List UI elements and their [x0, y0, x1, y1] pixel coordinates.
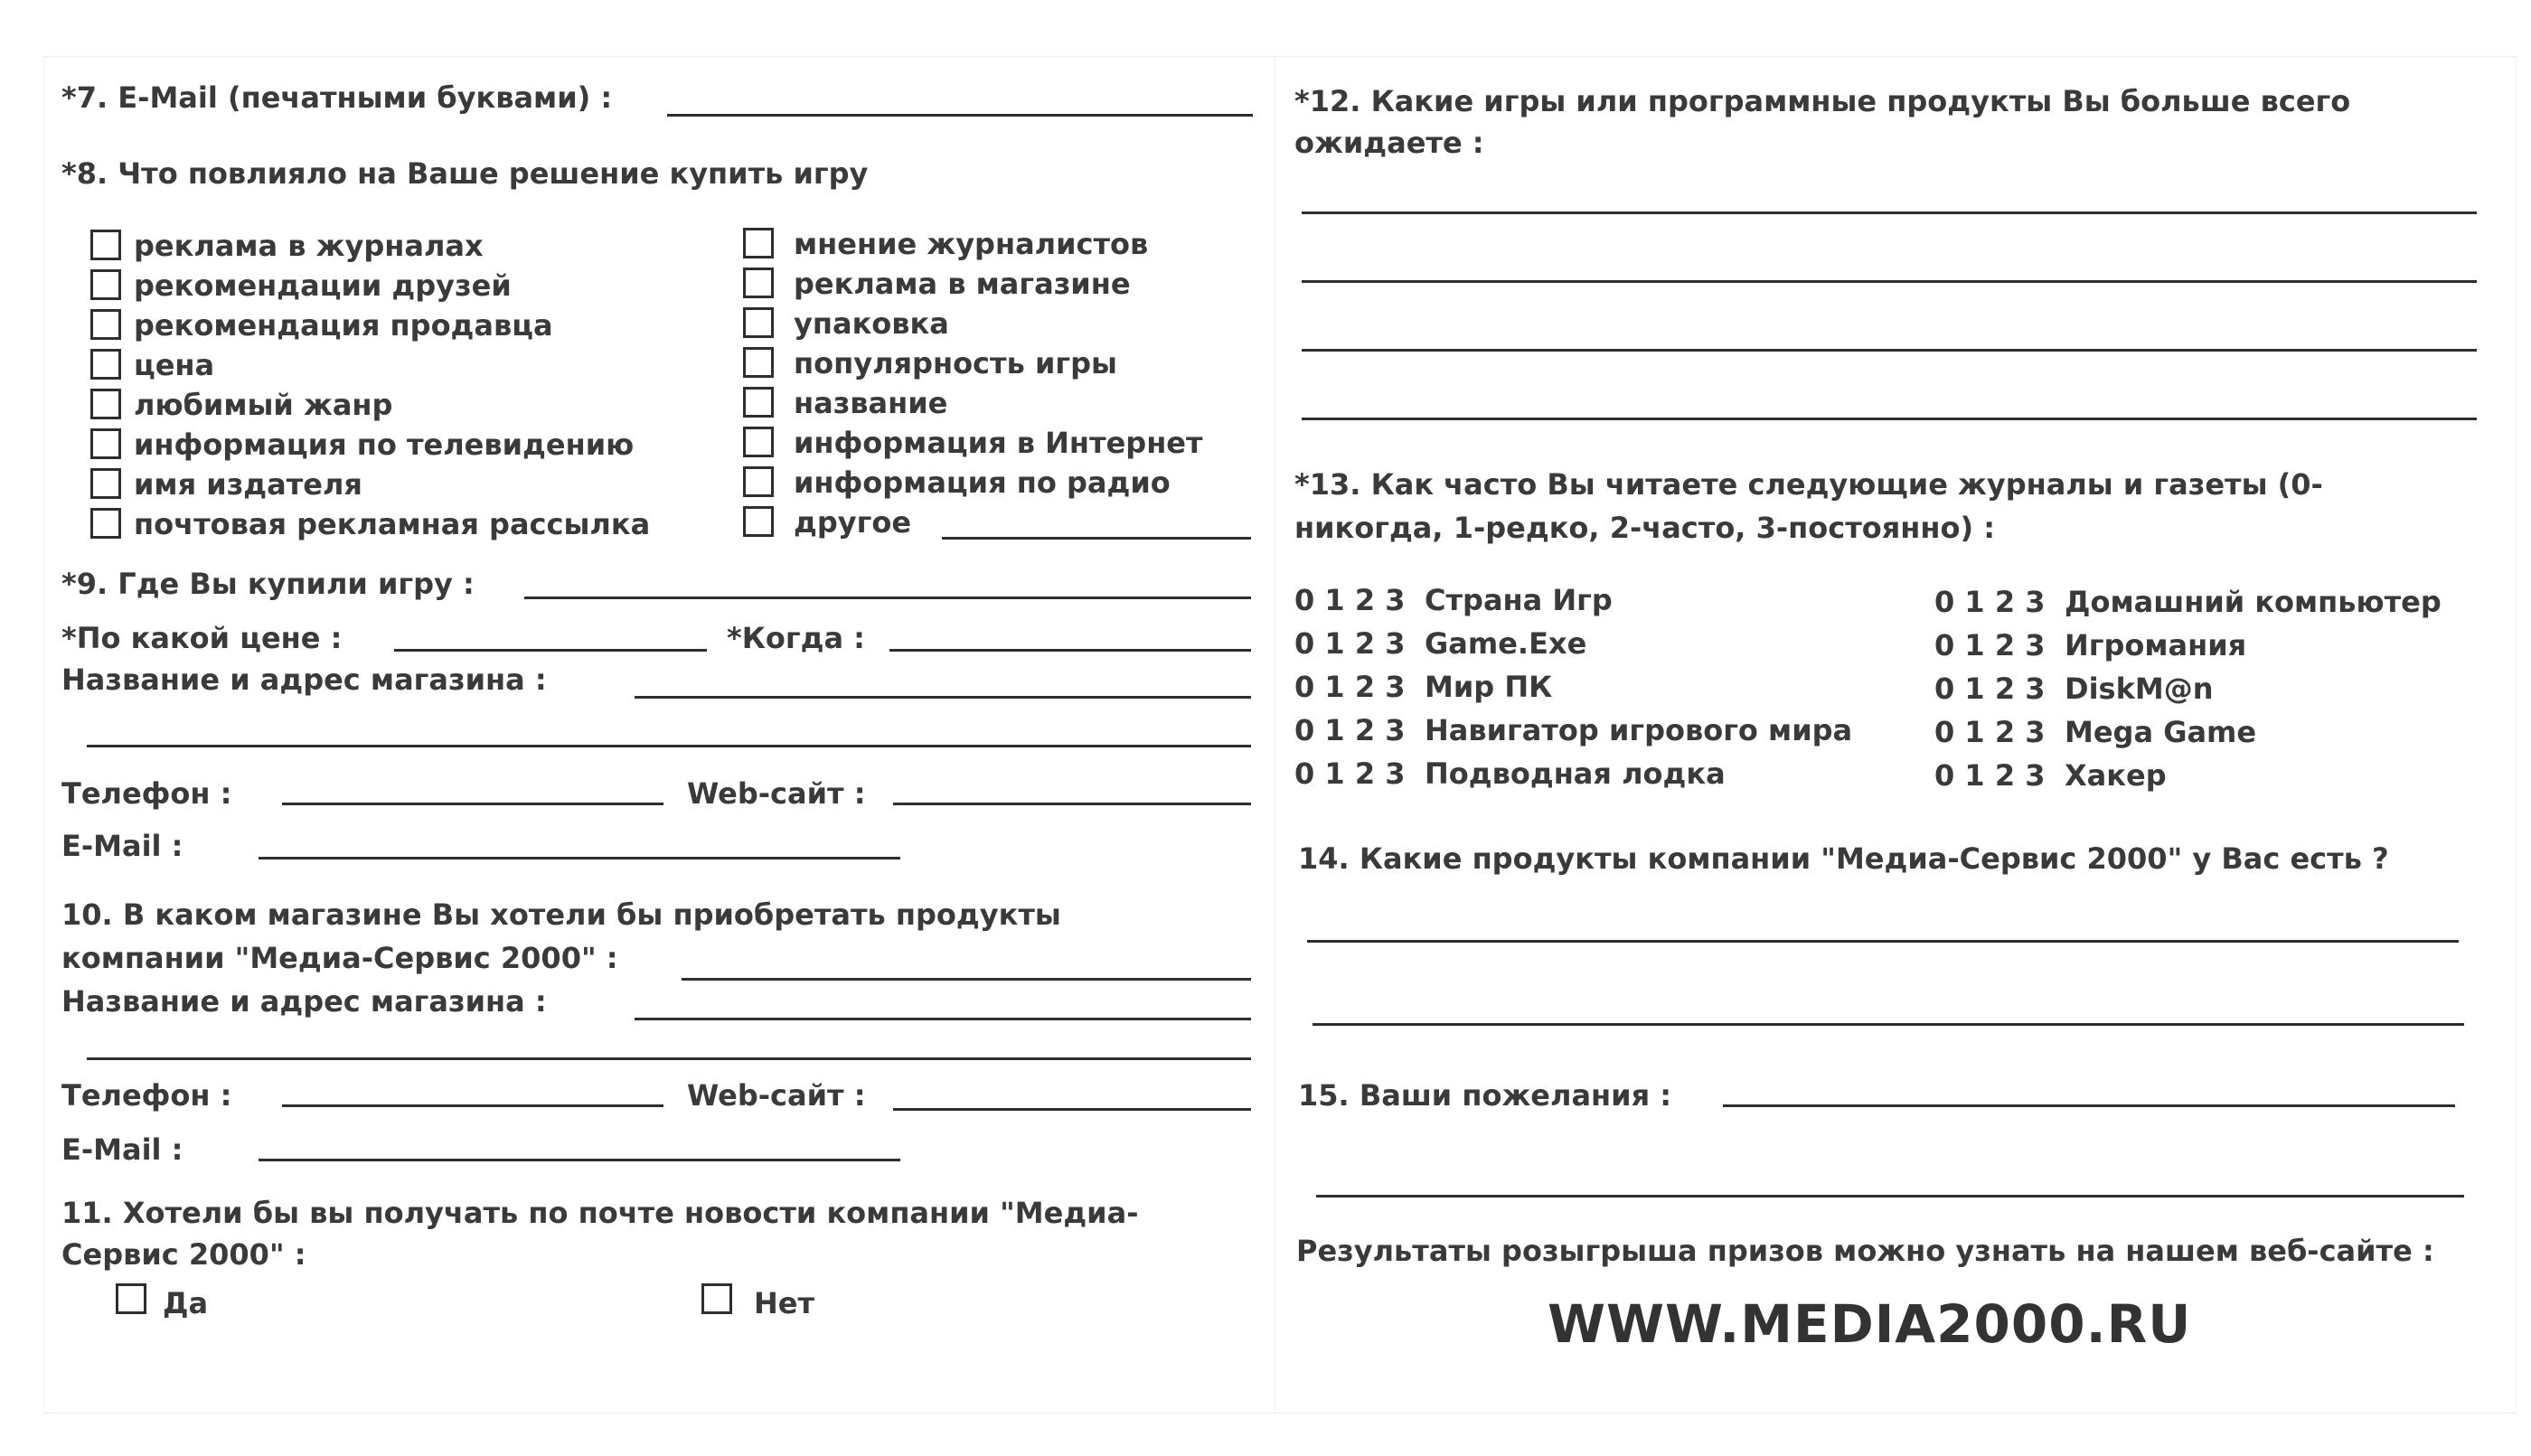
q12-answer-line-2[interactable]: [1302, 280, 2477, 283]
checkbox-ads-magazines[interactable]: [90, 230, 121, 260]
q9-price-label: *По какой цене :: [61, 621, 343, 655]
magazine-name: Подводная лодка: [1425, 756, 1726, 791]
magazine-name: Домашний компьютер: [2065, 585, 2442, 619]
option-label: мнение журналистов: [794, 227, 1149, 261]
checkbox-title[interactable]: [743, 387, 774, 418]
checkbox-friends-recommendation[interactable]: [90, 269, 121, 300]
rating-scale[interactable]: 0 1 2 3: [1934, 758, 2046, 793]
q8-label: *8. Что повлияло на Ваше решение купить игру: [61, 156, 869, 191]
checkbox-no[interactable]: [701, 1283, 732, 1314]
q13-label-line2: никогда, 1-редко, 2-часто, 3-постоянно) :: [1294, 511, 1996, 545]
q10-web-label: Web-сайт :: [687, 1078, 866, 1113]
option-label: название: [794, 386, 948, 420]
checkbox-publisher-name[interactable]: [90, 468, 121, 499]
q10-address-field-line2[interactable]: [87, 1057, 1251, 1060]
option-label: упаковка: [794, 306, 949, 341]
q10-store-field[interactable]: [682, 978, 1251, 981]
option-label: реклама в магазине: [794, 267, 1131, 301]
q10-store-label: Название и адрес магазина :: [61, 984, 547, 1019]
q10-email-label: E-Mail :: [61, 1132, 183, 1167]
option-label: информация по телевидению: [134, 427, 635, 462]
q9-price-field[interactable]: [394, 649, 707, 652]
q14-answer-line-2[interactable]: [1313, 1023, 2464, 1026]
checkbox-yes[interactable]: [116, 1283, 146, 1314]
rating-scale[interactable]: 0 1 2 3: [1934, 585, 2046, 619]
checkbox-tv-info[interactable]: [90, 428, 121, 459]
q7-email-field[interactable]: [667, 114, 1253, 117]
checkbox-favorite-genre[interactable]: [90, 389, 121, 419]
q12-answer-line-1[interactable]: [1302, 211, 2477, 214]
checkbox-game-popularity[interactable]: [743, 347, 774, 378]
magazine-name: Страна Игр: [1425, 583, 1613, 617]
option-label: имя издателя: [134, 467, 362, 502]
q15-answer-line-1[interactable]: [1723, 1104, 2455, 1107]
rating-scale[interactable]: 0 1 2 3: [1294, 670, 1406, 704]
q9-label: *9. Где Вы купили игру :: [61, 567, 475, 601]
rating-scale[interactable]: 0 1 2 3: [1294, 756, 1406, 791]
q9-when-label: *Когда :: [727, 621, 865, 655]
option-label: рекомендации друзей: [134, 268, 512, 303]
q10-web-field[interactable]: [893, 1108, 1251, 1111]
q10-label-line1: 10. В каком магазине Вы хотели бы приобретать продукты: [61, 897, 1061, 932]
rating-scale[interactable]: 0 1 2 3: [1934, 672, 2046, 706]
option-label: информация по радио: [794, 465, 1171, 500]
checkbox-journalists-opinion[interactable]: [743, 228, 774, 258]
q12-answer-line-3[interactable]: [1302, 349, 2477, 352]
checkbox-other[interactable]: [743, 506, 774, 537]
magazine-name: Mega Game: [2065, 715, 2257, 749]
option-label: любимый жанр: [134, 388, 393, 422]
option-label: информация в Интернет: [794, 426, 1203, 460]
q9-email-label: E-Mail :: [61, 829, 183, 863]
magazine-name: DiskM@n: [2065, 672, 2214, 706]
checkbox-mail-ads[interactable]: [90, 508, 121, 539]
yes-label: Да: [163, 1286, 209, 1320]
q12-label-line1: *12. Какие игры или программные продукты Вы больше всего: [1294, 84, 2351, 118]
magazine-name: Мир ПК: [1425, 670, 1553, 704]
q9-phone-label: Телефон :: [61, 776, 232, 811]
q12-answer-line-4[interactable]: [1302, 418, 2477, 420]
rating-scale[interactable]: 0 1 2 3: [1294, 713, 1406, 747]
q9-phone-field[interactable]: [282, 803, 663, 805]
magazine-name: Навигатор игрового мира: [1425, 713, 1853, 747]
q11-label-line1: 11. Хотели бы вы получать по почте новости компании "Медиа-: [61, 1196, 1139, 1230]
checkbox-radio-info[interactable]: [743, 466, 774, 497]
option-label: рекомендация продавца: [134, 308, 553, 343]
q7-label: *7. E-Mail (печатными буквами) :: [61, 80, 613, 115]
option-label: популярность игры: [794, 346, 1117, 380]
option-label: реклама в журналах: [134, 229, 484, 263]
q14-answer-line-1[interactable]: [1307, 940, 2459, 943]
q9-store-field[interactable]: [635, 696, 1251, 699]
q9-web-field[interactable]: [893, 803, 1251, 805]
no-label: Нет: [754, 1286, 815, 1320]
q10-label-line2: компании "Медиа-Сервис 2000" :: [61, 941, 618, 975]
magazine-name: Игромания: [2065, 628, 2247, 662]
q9-email-field[interactable]: [259, 857, 900, 860]
q12-label-line2: ожидаете :: [1294, 126, 1484, 160]
q9-where-field[interactable]: [524, 596, 1251, 599]
option-label: другое: [794, 505, 912, 540]
q15-answer-line-2[interactable]: [1316, 1195, 2464, 1198]
magazine-name: Хакер: [2065, 758, 2167, 793]
rating-scale[interactable]: 0 1 2 3: [1294, 626, 1406, 661]
checkbox-store-ads[interactable]: [743, 268, 774, 298]
q9-web-label: Web-сайт :: [687, 776, 866, 811]
results-text: Результаты розыгрыша призов можно узнать на нашем веб-сайте :: [1296, 1234, 2434, 1268]
q9-store-field-line2[interactable]: [87, 745, 1251, 747]
checkbox-price[interactable]: [90, 349, 121, 380]
checkbox-seller-recommendation[interactable]: [90, 309, 121, 340]
q10-address-field[interactable]: [635, 1018, 1251, 1020]
rating-scale[interactable]: 0 1 2 3: [1934, 628, 2046, 662]
q13-label-line1: *13. Как часто Вы читаете следующие журналы и газеты (0-: [1294, 467, 2323, 502]
rating-scale[interactable]: 0 1 2 3: [1294, 583, 1406, 617]
checkbox-internet-info[interactable]: [743, 427, 774, 457]
rating-scale[interactable]: 0 1 2 3: [1934, 715, 2046, 749]
checkbox-packaging[interactable]: [743, 307, 774, 338]
other-text-field[interactable]: [942, 537, 1251, 540]
website-url: WWW.MEDIA2000.RU: [1548, 1293, 2192, 1355]
q15-label: 15. Ваши пожелания :: [1298, 1078, 1672, 1113]
q9-when-field[interactable]: [889, 649, 1251, 652]
option-label: почтовая рекламная рассылка: [134, 507, 651, 541]
q11-label-line2: Сервис 2000" :: [61, 1237, 306, 1272]
q10-phone-label: Телефон :: [61, 1078, 232, 1113]
option-label: цена: [134, 348, 215, 382]
q10-phone-field[interactable]: [282, 1104, 663, 1107]
q10-email-field[interactable]: [259, 1159, 900, 1161]
magazine-name: Game.Exe: [1425, 626, 1587, 661]
q9-store-label: Название и адрес магазина :: [61, 662, 547, 697]
q14-label: 14. Какие продукты компании "Медиа-Сервис 2000" у Вас есть ?: [1298, 841, 2389, 876]
